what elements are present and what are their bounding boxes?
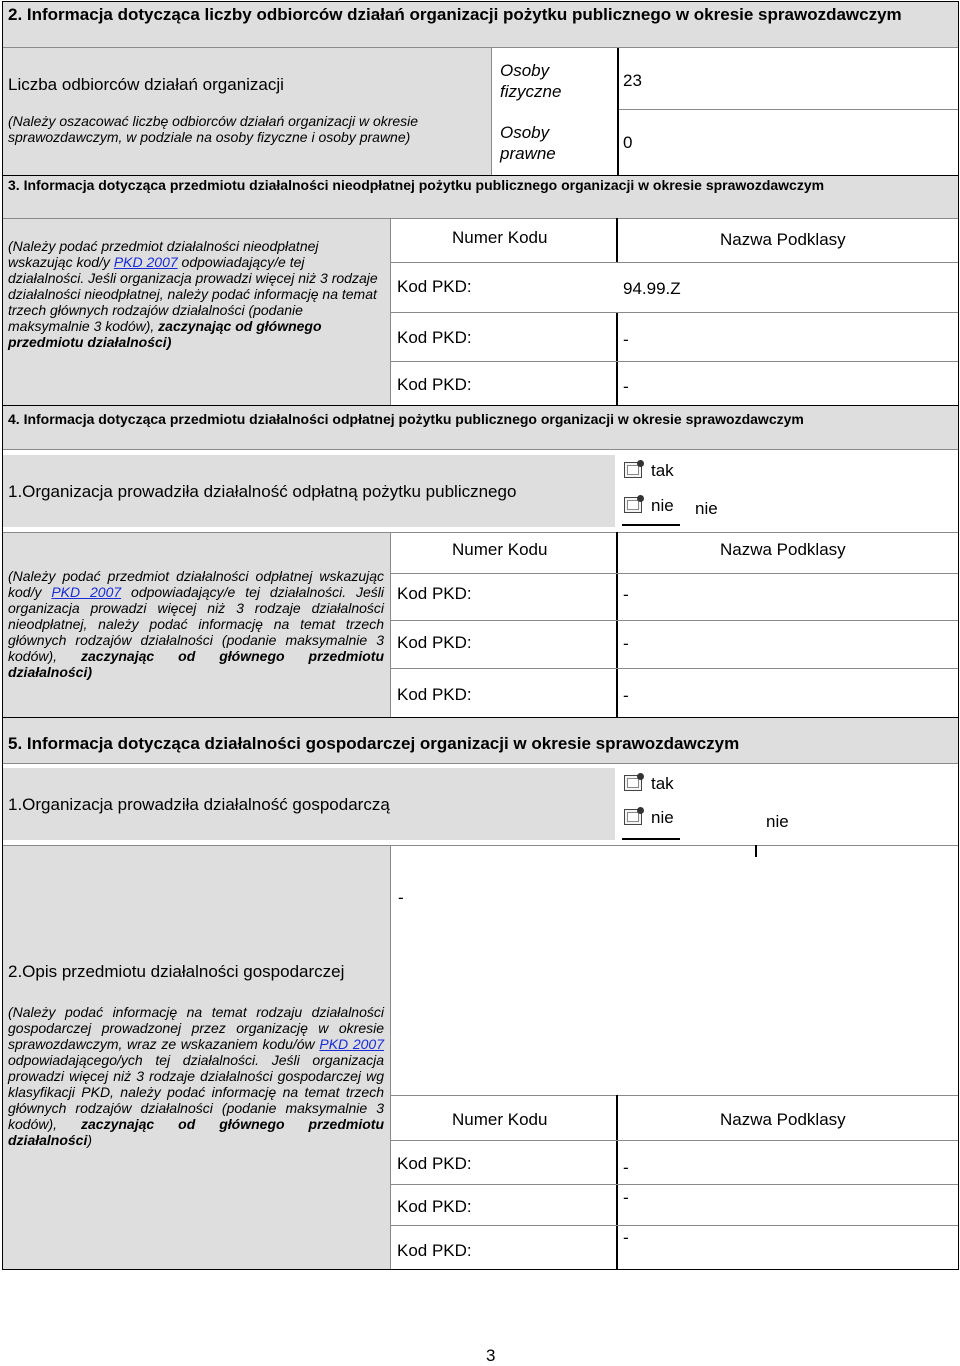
s5-description-value[interactable]: - (398, 888, 404, 907)
s5-row3-value[interactable]: - (623, 1228, 629, 1247)
s3-row1-value[interactable]: 94.99.Z (623, 279, 681, 298)
s4-checkbox-yes[interactable] (624, 462, 642, 478)
s3-col-code: Numer Kodu (452, 228, 548, 247)
s5-question: 1.Organizacja prowadziła działalność gospodarczą (8, 795, 390, 814)
s4-row3-label: Kod PKD: (397, 685, 472, 704)
s4-row2-value[interactable]: - (623, 634, 629, 653)
section-4-header: 4. Informacja dotycząca przedmiotu działalności odpłatnej pożytku publicznego organizacji w okresie sprawozdawczym (8, 411, 804, 427)
s5-row3-label: Kod PKD: (397, 1241, 472, 1260)
section-2-header: 2. Informacja dotycząca liczby odbiorców działań organizacji pożytku publicznego w okresie sprawozdawczym (8, 5, 902, 24)
pkd-2007-link-2[interactable]: PKD 2007 (51, 584, 122, 600)
s4-col-name: Nazwa Podklasy (720, 540, 846, 559)
s4-checkbox-no[interactable] (624, 497, 642, 513)
section-5-header: 5. Informacja dotycząca działalności gospodarczej organizacji w okresie sprawozdawczym (8, 734, 740, 753)
page-number: 3 (486, 1346, 496, 1365)
s3-col-name: Nazwa Podklasy (720, 230, 846, 249)
natural-persons-label: Osoby fizyczne (500, 61, 562, 101)
s5-checkbox-no[interactable] (624, 809, 642, 825)
legal-persons-label: Osoby prawne (500, 123, 556, 163)
s5-row2-label: Kod PKD: (397, 1197, 472, 1216)
pkd-2007-link[interactable]: PKD 2007 (113, 254, 178, 270)
s5-col-name: Nazwa Podklasy (720, 1110, 846, 1129)
s3-row3-value[interactable]: - (623, 377, 629, 396)
s5-row1-value[interactable]: - (623, 1158, 629, 1177)
s4-row1-value[interactable]: - (623, 585, 629, 604)
s5-row1-label: Kod PKD: (397, 1154, 472, 1173)
s5-checkbox-yes[interactable] (624, 775, 642, 791)
section-2-left-bg (3, 47, 492, 175)
s5-row2-value[interactable]: - (623, 1188, 629, 1207)
s4-row1-label: Kod PKD: (397, 584, 472, 603)
s5-answer[interactable]: nie (766, 812, 789, 831)
s5-no-label: nie (651, 808, 674, 827)
s4-col-code: Numer Kodu (452, 540, 548, 559)
section-4-note: (Należy podać przedmiot działalności odpłatnej wskazując kod/y PKD 2007 odpowiadający/e tej działalności. Jeśli organizacja prowadzi więcej niż 3 rodzaje działalności nieodpłatnej, należy podać informację na temat trzech głównych rodzajów działalności (podanie maksymalnie 3 kodów), zaczynając od głównego przedmiotu działalności) (8, 568, 384, 680)
s4-no-label: nie (651, 496, 674, 515)
s5-yes-label: tak (651, 774, 674, 793)
s4-question: 1.Organizacja prowadziła działalność odpłatną pożytku publicznego (8, 482, 517, 501)
s4-row2-label: Kod PKD: (397, 633, 472, 652)
legal-persons-value[interactable]: 0 (623, 133, 633, 152)
section-5-note: (Należy podać informację na temat rodzaju działalności gospodarczej prowadzonej przez organizację w okresie sprawozdawczym, wraz ze wskazaniem kodu/ów PKD 2007 odpowiadającego/ych tej działalności. Jeśli organizacja prowadzi więcej niż 3 rodzaje działalności gospodarczej wg klasyfikacji PKD, należy podać informację na temat trzech głównych rodzajów działalności (podanie maksymalnie 3 kodów), zaczynając od głównego przedmiotu działalności) (8, 1004, 384, 1148)
pkd-2007-link-3[interactable]: PKD 2007 (319, 1036, 384, 1052)
s3-row1-label: Kod PKD: (397, 277, 472, 296)
section-3-note: (Należy podać przedmiot działalności nieodpłatnej wskazując kod/y PKD 2007 odpowiadający/e tej działalności. Jeśli organizacja prowadzi więcej niż 3 rodzaje działalności nieodpłatnej, należy podać informację na temat trzech głównych rodzajów działalności (podanie maksymalnie 3 kodów), zaczynając od głównego przedmiotu działalności) (8, 238, 378, 350)
s5-col-code: Numer Kodu (452, 1110, 548, 1129)
section-3-header: 3. Informacja dotycząca przedmiotu działalności nieodpłatnej pożytku publicznego organizacji w okresie sprawozdawczym (8, 177, 825, 193)
recipients-label: Liczba odbiorców działań organizacji (8, 75, 284, 94)
recipients-note: (Należy oszacować liczbę odbiorców działań organizacji w okresie sprawozdawczym, w podziale na osoby fizyczne i osoby prawne) (8, 113, 419, 145)
s3-row2-label: Kod PKD: (397, 328, 472, 347)
s4-answer[interactable]: nie (695, 499, 718, 518)
s4-yes-label: tak (651, 461, 674, 480)
s3-row3-label: Kod PKD: (397, 375, 472, 394)
s4-row3-value[interactable]: - (623, 686, 629, 705)
natural-persons-value[interactable]: 23 (623, 71, 642, 90)
s5-description-label: 2.Opis przedmiotu działalności gospodarczej (8, 962, 345, 981)
s3-row2-value[interactable]: - (623, 330, 629, 349)
